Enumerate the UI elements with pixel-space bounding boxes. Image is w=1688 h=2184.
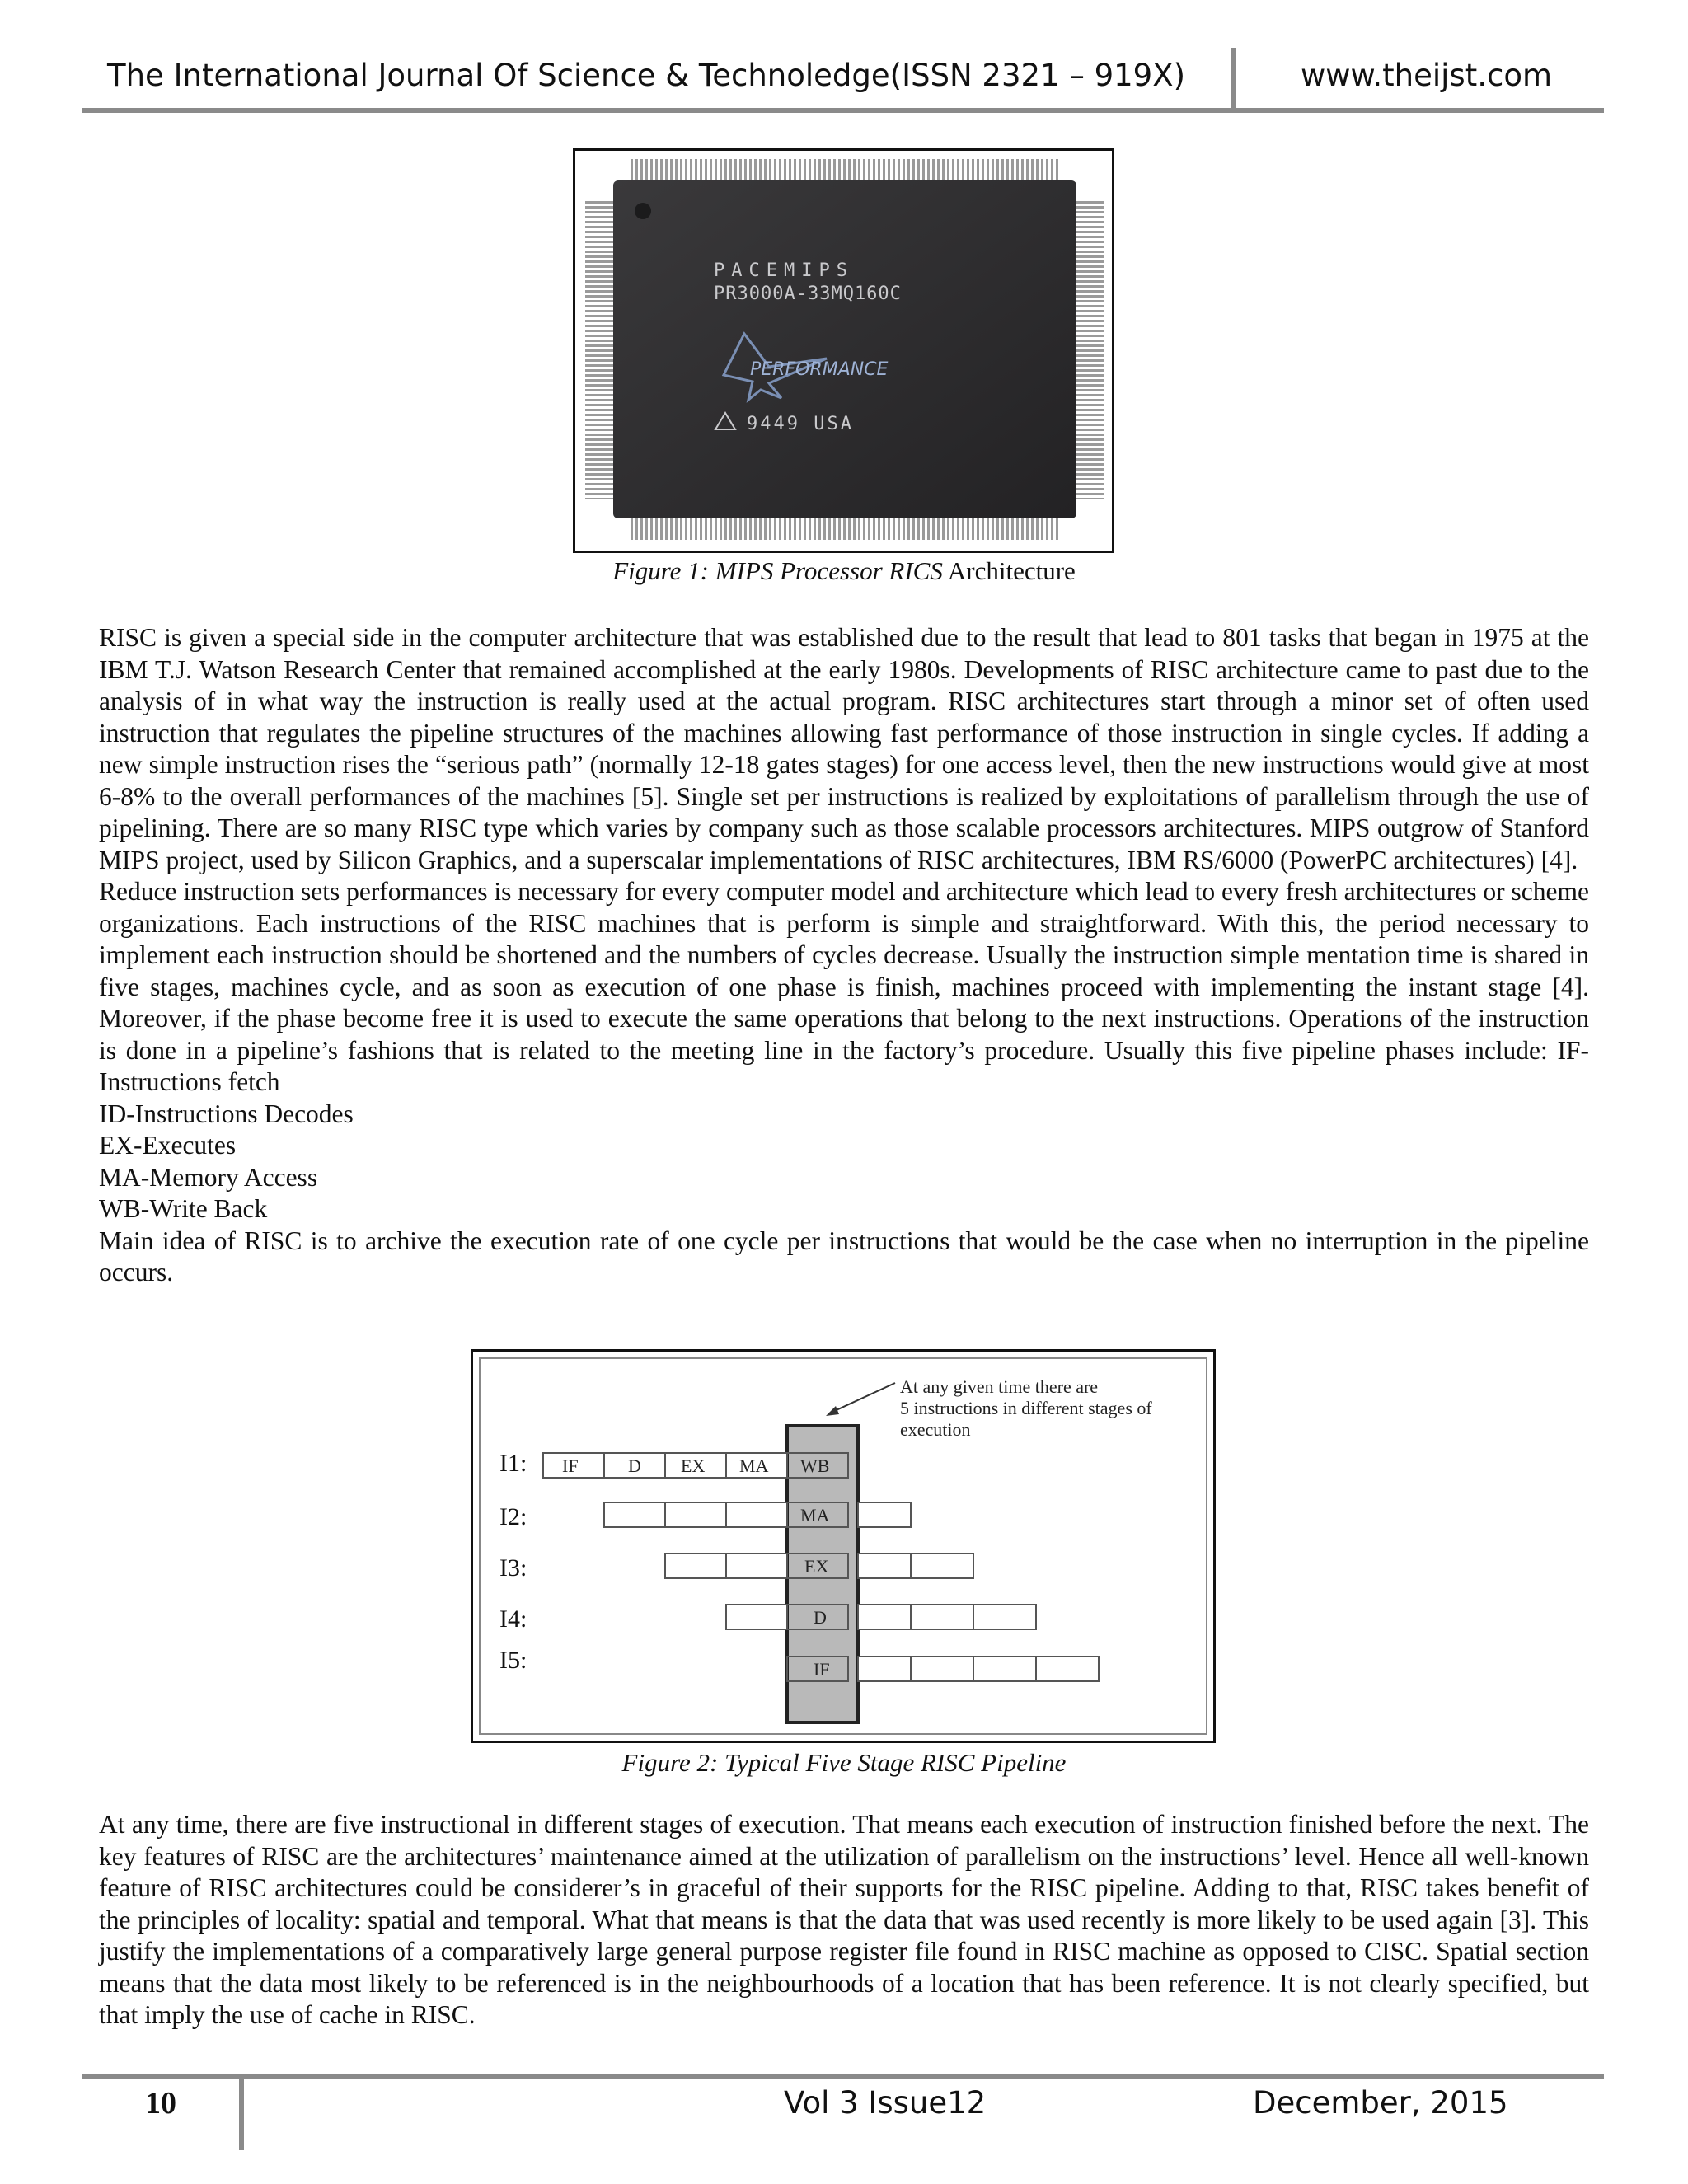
footer-divider	[239, 2079, 244, 2150]
chip-label-line1: PACEMIPS	[714, 260, 854, 281]
header-rule	[82, 108, 1604, 113]
chip-body	[613, 180, 1076, 518]
paragraph-five-instructions: At any time, there are five instructional in different stages of execution. That means each execution of instruction finished before the next. The key features of RISC are the architectures’ maintenance aimed at the utilization of parallelism on the instructions’ level. Hence all well-known feature of RISC architectures could be considerer’s in graceful of their supports for the RISC pipeline. Adding to that, RISC takes benefit of the principles of locality: spatial and temporal. What that means is that the data that was used recently is more likely to be used again [3]. This justify the implementations of a comparatively large general purpose register file found in RISC machine as opposed to CISC. Spatial section means that the data most likely to be referenced is in the neighbourhoods of a location that has been reference. It is not clearly specified, but that imply the use of cache in RISC.	[99, 1810, 1589, 2029]
annotation-line-3: execution	[900, 1419, 971, 1440]
volume-issue: Vol 3 Issue12	[784, 2085, 987, 2121]
figure-1-caption	[0, 556, 1688, 586]
i1-stage-if: IF	[562, 1455, 579, 1476]
journal-title: The International Journal Of Science & Technoledge(ISSN 2321 – 919X)	[107, 58, 1186, 93]
pipeline-phase-ex: EX-Executes	[99, 1131, 237, 1160]
header-divider	[1231, 48, 1236, 110]
chip-pin1-marker	[635, 203, 651, 219]
figure-1-caption-title: Figure 1: MIPS Processor RICS	[612, 556, 943, 585]
i1-stage-ex: EX	[681, 1455, 706, 1476]
annotation-line-2: 5 instructions in different stages of	[900, 1398, 1152, 1418]
row-i4-stages	[726, 1605, 1036, 1629]
journal-website: www.theijst.com	[1301, 58, 1552, 93]
pipeline-diagram-svg	[473, 1352, 1213, 1741]
paragraph-risc-performance: Reduce instruction sets performances is necessary for every computer model and architecture which lead to every fresh architectures or scheme organizations. Each instructions of the RISC machines that is perform is simple and straightforward. With this, the period necessary to implement each instruction should be shortened and the numbers of cycles decrease. Usually the instruction simple mentation time is shared in five stages, machines cycle, and as soon as execution of one phase is finish, machines proceed with implementing the instant stage [4]. Moreover, if the phase become free it is used to execute the same operations that belong to the next instructions. Operations of the instruction is done in a pipeline’s fashions that is related to the meeting line in the factory’s procedure. Usually this five pipeline phases include: IF-Instructions fetch	[99, 877, 1589, 1096]
row-label-i4: I4:	[499, 1605, 528, 1633]
figure-1-processor-photo	[573, 148, 1114, 553]
i1-stage-wb: WB	[800, 1455, 830, 1476]
i3-stage-ex: EX	[804, 1556, 829, 1577]
body-text-section-2	[99, 1809, 1589, 2032]
pipeline-phase-id: ID-Instructions Decodes	[99, 1099, 354, 1128]
i5-stage-if: IF	[814, 1659, 830, 1680]
pipeline-phase-wb: WB-Write Back	[99, 1194, 268, 1223]
i1-stage-ma: MA	[739, 1455, 769, 1476]
row-label-i1: I1:	[499, 1450, 528, 1477]
figure-2-pipeline-diagram	[471, 1349, 1216, 1743]
body-text-section-1	[99, 622, 1589, 1289]
chip-label-line2: PR3000A-33MQ160C	[714, 284, 902, 304]
figure-2-caption-text: Figure 2: Typical Five Stage RISC Pipeline	[621, 1748, 1067, 1777]
annotation-line-1: At any given time there are	[900, 1376, 1099, 1397]
i1-stage-d: D	[628, 1455, 641, 1476]
paragraph-risc-history: RISC is given a special side in the computer architecture that was established due to the result that lead to 801 tasks that began in 1975 at the IBM T.J. Watson Research Center that remained accomplished at the early 1980s. Developments of RISC architecture came to past due to the analysis of in what way the instruction is really used at the actual program. RISC architectures start through a minor set of often used instruction that regulates the pipeline structures of the machines allowing fast performance of those instruction in single cycles. If adding a new simple instruction rises the “serious path” (normally 12-18 gates stages) for one access level, then the new instructions would give at most 6-8% to the overall performances of the machines [5]. Single set per instructions is realized by exploitations of parallelism through the use of pipelining. There are so many RISC type which varies by company such as those scalable processors architectures. MIPS outgrow of Stanford MIPS project, used by Silicon Graphics, and a superscalar implementations of RISC architectures, IBM RS/6000 (PowerPC architectures) [4].	[99, 623, 1589, 874]
issue-date: December, 2015	[1253, 2085, 1508, 2121]
paragraph-main-idea: Main idea of RISC is to archive the execution rate of one cycle per instructions that would be the case when no interruption in the pipeline occurs.	[99, 1226, 1589, 1286]
pipeline-phase-ma: MA-Memory Access	[99, 1162, 318, 1192]
row-label-i3: I3:	[499, 1554, 528, 1582]
chip-performance-logo: PERFORMANCE	[750, 359, 889, 380]
row-label-i2: I2:	[499, 1503, 528, 1530]
row-label-i5: I5:	[499, 1647, 528, 1674]
i2-stage-ma: MA	[800, 1505, 830, 1526]
figure-1-caption-suffix: Architecture	[942, 556, 1076, 585]
page-number: 10	[145, 2086, 176, 2121]
i4-stage-d: D	[814, 1607, 827, 1628]
chip-label-line3: 9449 USA	[747, 414, 854, 434]
footer-rule	[82, 2074, 1604, 2079]
processor-chip-image	[575, 151, 1112, 551]
row-i2-stages	[604, 1502, 911, 1527]
figure-2-caption	[0, 1748, 1688, 1778]
